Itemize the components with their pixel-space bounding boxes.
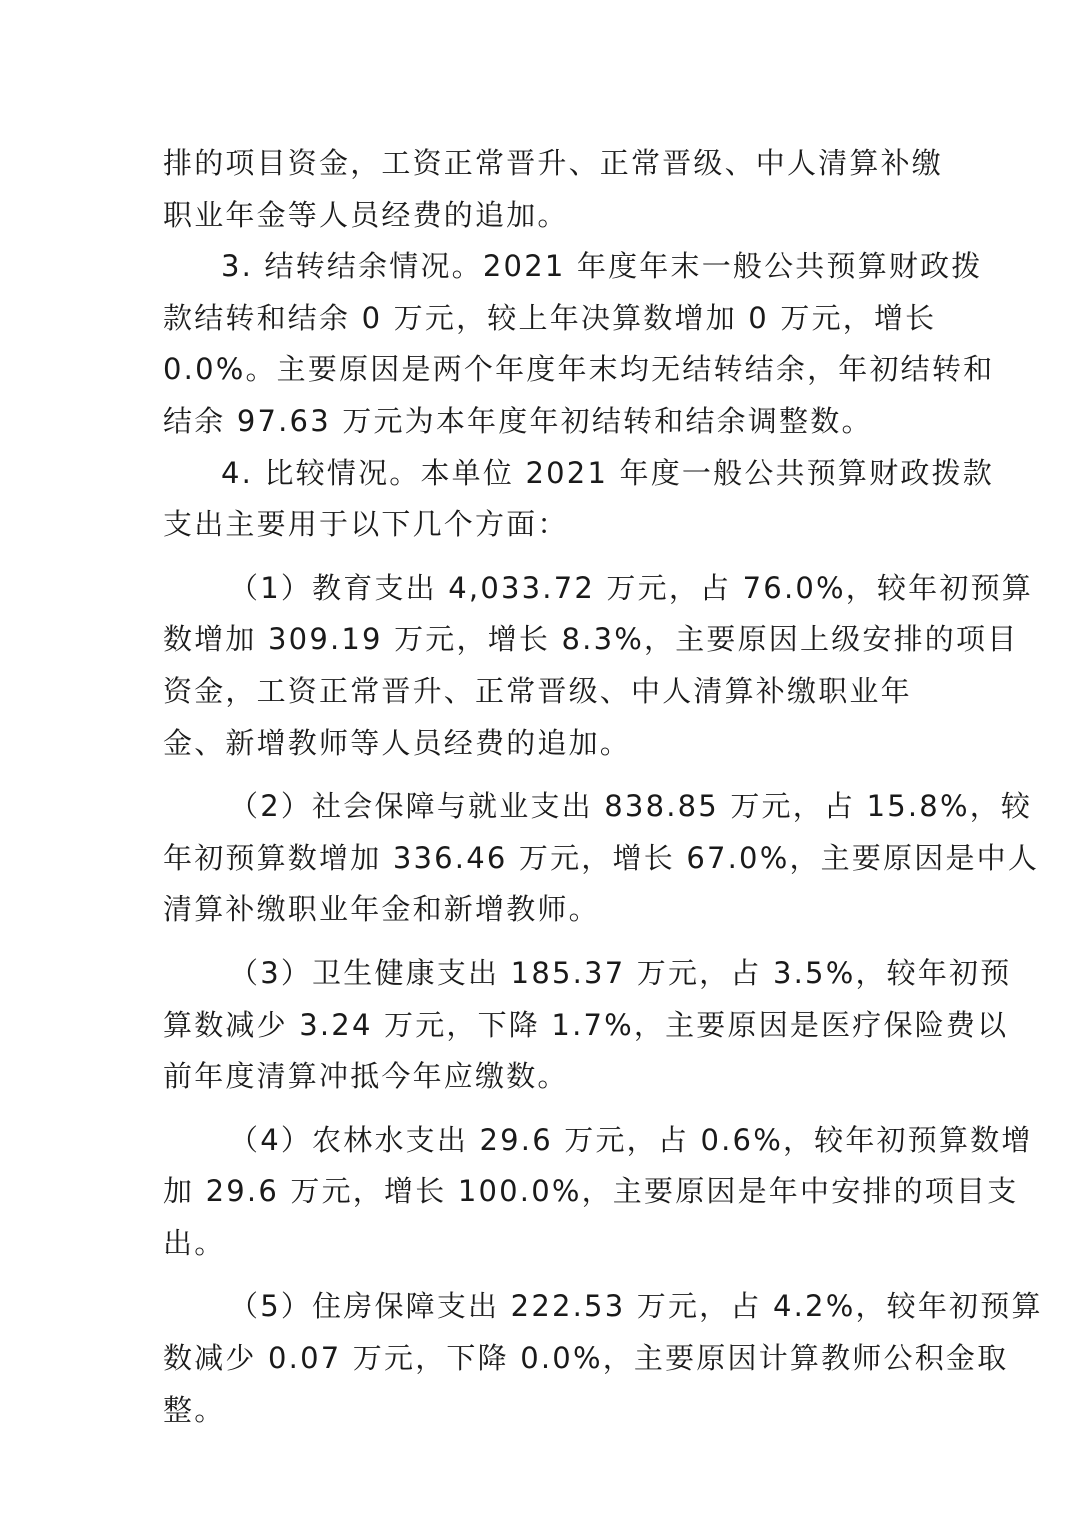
text-line: 清算补缴职业年金和新增教师。 [163,892,600,927]
paragraph-education-expense [163,563,1033,769]
text-line: （4）农林水支出 29.6 万元，占 0.6%，较年初预算数增 [229,1122,1033,1157]
text-line: （1）教育支出 4,033.72 万元，占 76.0%，较年初预算 [229,570,1033,605]
text-line: 3. 结转结余情况。2021 年度年末一般公共预算财政拨 [221,249,983,284]
text-line: 数减少 0.07 万元，下降 0.0%，主要原因计算教师公积金取 [163,1341,1009,1376]
paragraph-comparison [163,448,994,551]
paragraph-social-security-expense [163,781,1040,936]
text-line: 年初预算数增加 336.46 万元，增长 67.0%，主要原因是中人 [163,840,1040,875]
text-line: （2）社会保障与就业支出 838.85 万元，占 15.8%，较 [229,789,1033,824]
text-line: 排的项目资金，工资正常晋升、正常晋级、中人清算补缴 [163,146,944,180]
paragraph-carryover-balance [163,241,995,447]
text-line: 金、新增教师等人员经费的追加。 [163,725,632,760]
paragraph-health-expense [163,948,1012,1103]
text-line: 0.0%。主要原因是两个年度年末均无结转结余，年初结转和 [163,352,995,387]
text-line: 前年度清算冲抵今年应缴数。 [163,1059,569,1094]
text-line: 资金，工资正常晋升、正常晋级、中人清算补缴职业年 [163,673,912,708]
text-line: 整。 [163,1392,226,1427]
text-line: 结余 97.63 万元为本年度年初结转和结余调整数。 [163,403,873,438]
text-line: 职业年金等人员经费的追加。 [163,197,569,232]
text-line: 出。 [163,1225,226,1260]
text-line: 加 29.6 万元，增长 100.0%，主要原因是年中安排的项目支 [163,1174,1019,1209]
paragraph-agriculture-expense [163,1115,1033,1270]
text-line: （3）卫生健康支出 185.37 万元，占 3.5%，较年初预 [229,955,1012,990]
paragraph-housing-expense [163,1281,1043,1436]
text-line: 算数减少 3.24 万元，下降 1.7%，主要原因是医疗保险费以 [163,1007,1009,1042]
text-line: （5）住房保障支出 222.53 万元，占 4.2%，较年初预算 [229,1289,1043,1324]
text-line: 数增加 309.19 万元，增长 8.3%，主要原因上级安排的项目 [163,622,1019,657]
body-text [163,138,1043,1436]
text-line: 4. 比较情况。本单位 2021 年度一般公共预算财政拨款 [221,455,994,490]
paragraph-continuation [163,138,944,241]
text-line: 支出主要用于以下几个方面： [163,507,569,542]
text-line: 款结转和结余 0 万元，较上年决算数增加 0 万元，增长 [163,300,937,335]
